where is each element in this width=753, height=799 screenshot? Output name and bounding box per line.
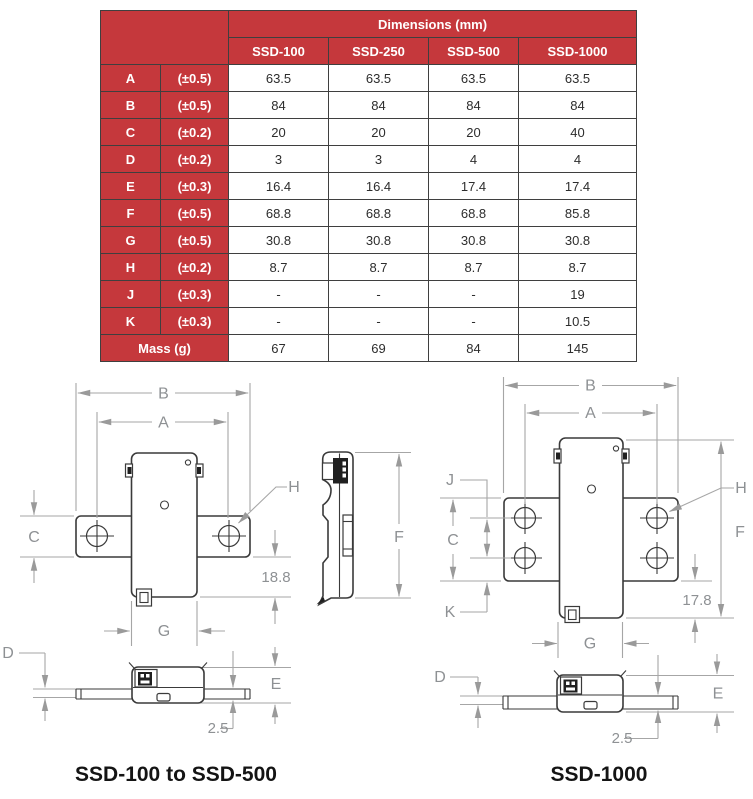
value-cell: 63.5 (519, 65, 637, 92)
ssd1000-bottom-view (503, 671, 678, 713)
clip-tab-left (556, 453, 560, 460)
col-header-ssd500: SSD-500 (429, 38, 519, 65)
tolerance: (±0.2) (161, 146, 229, 173)
tolerance: (±0.5) (161, 227, 229, 254)
right-caption: SSD-1000 (550, 763, 648, 786)
corner-cell (101, 11, 229, 65)
mass-row (101, 335, 637, 362)
ssd1000-front-view (504, 438, 678, 623)
row-label: A (101, 65, 161, 92)
value-cell: 8.7 (329, 254, 429, 281)
value-cell: - (329, 281, 429, 308)
table-header-row (101, 11, 637, 38)
dim-C-label: C (447, 532, 459, 549)
value-cell: 40 (519, 119, 637, 146)
tolerance: (±0.3) (161, 281, 229, 308)
value-cell: 4 (429, 146, 519, 173)
value-cell: 145 (519, 335, 637, 362)
value-cell: 68.8 (229, 200, 329, 227)
clip-tab-right (623, 453, 627, 460)
dim-H-label: H (735, 480, 747, 497)
value-cell: 20 (429, 119, 519, 146)
table-row (101, 227, 637, 254)
value-cell: 8.7 (519, 254, 637, 281)
dim-J-label: J (446, 472, 454, 489)
col-header-ssd100: SSD-100 (229, 38, 329, 65)
col-header-ssd250: SSD-250 (329, 38, 429, 65)
row-label: G (101, 227, 161, 254)
bottom-tab (137, 589, 152, 606)
table-row (101, 200, 637, 227)
dim-G-label: G (157, 623, 171, 640)
dim-B-label: B (585, 377, 596, 395)
dim-C-label: C (28, 529, 40, 546)
mass-label: Mass (g) (101, 335, 229, 362)
table-row (101, 119, 637, 146)
notch (584, 702, 597, 710)
left-caption: SSD-100 to SSD-500 (75, 763, 277, 786)
value-cell: 63.5 (429, 65, 519, 92)
value-cell: 84 (519, 92, 637, 119)
row-label: F (101, 200, 161, 227)
value-cell: 16.4 (329, 173, 429, 200)
value-cell: 17.4 (519, 173, 637, 200)
value-cell: 84 (429, 92, 519, 119)
standoff-dimension: 2.5 (207, 720, 229, 737)
row-label: J (101, 281, 161, 308)
value-cell: 68.8 (329, 200, 429, 227)
table-row (101, 146, 637, 173)
tolerance: (±0.3) (161, 173, 229, 200)
clip-tab-left (128, 467, 132, 474)
ssd100-side-view (317, 452, 412, 605)
table-row (101, 173, 637, 200)
technical-drawings (0, 360, 753, 799)
dim-F-label: F (735, 524, 745, 541)
row-label: D (101, 146, 161, 173)
notch (157, 694, 170, 702)
value-cell: - (229, 281, 329, 308)
value-cell: - (429, 281, 519, 308)
row-label: C (101, 119, 161, 146)
dim-A-label: A (585, 405, 596, 422)
ssd100-bottom-view (76, 663, 250, 704)
table-row (101, 254, 637, 281)
value-cell: 30.8 (429, 227, 519, 254)
dim-D-label: D (434, 669, 446, 686)
value-cell: 30.8 (229, 227, 329, 254)
tolerance: (±0.5) (161, 200, 229, 227)
dim-E-label: E (712, 685, 724, 703)
dim-F-label: F (394, 529, 404, 546)
group-header: Dimensions (mm) (229, 11, 637, 38)
value-cell: 84 (429, 335, 519, 362)
value-cell: 17.4 (429, 173, 519, 200)
row-label: H (101, 254, 161, 281)
tolerance: (±0.5) (161, 65, 229, 92)
value-cell: 84 (329, 92, 429, 119)
tolerance: (±0.2) (161, 254, 229, 281)
tolerance: (±0.5) (161, 92, 229, 119)
value-cell: 4 (519, 146, 637, 173)
dim-H-label: H (288, 479, 300, 496)
value-cell: 30.8 (519, 227, 637, 254)
tolerance: (±0.3) (161, 308, 229, 335)
row-label: B (101, 92, 161, 119)
value-cell: 68.8 (429, 200, 519, 227)
value-cell: - (229, 308, 329, 335)
value-cell: 16.4 (229, 173, 329, 200)
standoff-dimension: 2.5 (611, 730, 633, 747)
dimensions-table (100, 10, 637, 362)
table-row (101, 65, 637, 92)
table-row (101, 92, 637, 119)
value-cell: 8.7 (429, 254, 519, 281)
value-cell: 63.5 (329, 65, 429, 92)
dim-K-label: K (444, 604, 456, 621)
dim-G-label: G (583, 635, 597, 653)
value-cell: - (329, 308, 429, 335)
value-cell: 8.7 (229, 254, 329, 281)
value-cell: 63.5 (229, 65, 329, 92)
row-label: E (101, 173, 161, 200)
table-row (101, 308, 637, 335)
dim-D-label: D (2, 645, 14, 662)
bottom-tab (565, 607, 580, 623)
table-row (101, 281, 637, 308)
offset-dimension: 18.8 (261, 569, 291, 586)
value-cell: 10.5 (519, 308, 637, 335)
tolerance: (±0.2) (161, 119, 229, 146)
value-cell: 3 (329, 146, 429, 173)
value-cell: 3 (229, 146, 329, 173)
dim-A-label: A (158, 414, 169, 432)
value-cell: 20 (229, 119, 329, 146)
value-cell: 69 (329, 335, 429, 362)
row-label: K (101, 308, 161, 335)
dim-E-label: E (270, 676, 282, 693)
value-cell: - (429, 308, 519, 335)
clip-tab-right (197, 467, 201, 474)
value-cell: 85.8 (519, 200, 637, 227)
connector (564, 680, 578, 693)
value-cell: 19 (519, 281, 637, 308)
value-cell: 30.8 (329, 227, 429, 254)
value-cell: 67 (229, 335, 329, 362)
col-header-ssd1000: SSD-1000 (519, 38, 637, 65)
offset-dimension: 17.8 (682, 592, 712, 609)
ssd100-front-view (76, 453, 250, 606)
value-cell: 84 (229, 92, 329, 119)
dim-B-label: B (158, 385, 169, 403)
value-cell: 20 (329, 119, 429, 146)
